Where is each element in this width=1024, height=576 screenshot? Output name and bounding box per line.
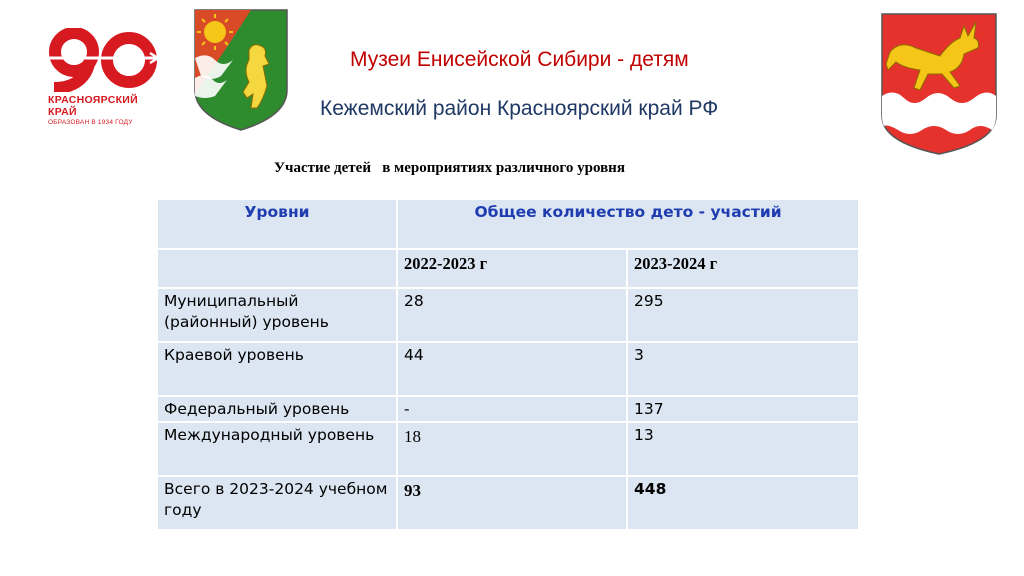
total-label: Всего в 2023-2024 учебном году xyxy=(157,476,397,530)
total-2022-2023: 93 xyxy=(397,476,627,530)
district-coat-of-arms-icon xyxy=(193,8,289,132)
value-2022-2023: - xyxy=(397,396,627,422)
logo-text-line1: КРАСНОЯРСКИЙ xyxy=(48,94,138,106)
table-row xyxy=(157,342,859,396)
logo-text-line2: КРАЙ xyxy=(48,106,77,118)
value-2023-2024: 13 xyxy=(627,422,859,476)
table-header-row xyxy=(157,199,859,249)
table-total-row xyxy=(157,476,859,530)
logo-text-line3: ОБРАЗОВАН В 1934 ГОДУ xyxy=(48,119,133,126)
value-2022-2023: 28 xyxy=(397,288,627,342)
level-label: Международный уровень xyxy=(157,422,397,476)
level-label: Муниципальный (районный) уровень xyxy=(157,288,397,342)
total-2023-2024: 448 xyxy=(627,476,859,530)
anniversary-logo xyxy=(44,28,164,128)
page-title: Музеи Енисейской Сибири - детям xyxy=(350,48,689,71)
level-label: Краевой уровень xyxy=(157,342,397,396)
column-header-total: Общее количество дето - участий xyxy=(397,199,859,249)
column-header-levels: Уровни xyxy=(157,199,397,249)
participation-table xyxy=(156,198,860,531)
year-header-1: 2022-2023 г xyxy=(397,249,627,288)
value-2022-2023: 44 xyxy=(397,342,627,396)
value-2022-2023: 18 xyxy=(397,422,627,476)
value-2023-2024: 295 xyxy=(627,288,859,342)
empty-cell xyxy=(157,249,397,288)
table-row xyxy=(157,422,859,476)
region-title: Кежемский район Красноярский край РФ xyxy=(320,97,719,120)
table-year-row xyxy=(157,249,859,288)
table-row xyxy=(157,288,859,342)
year-header-2: 2023-2024 г xyxy=(627,249,859,288)
table-row xyxy=(157,396,859,422)
level-label: Федеральный уровень xyxy=(157,396,397,422)
value-2023-2024: 3 xyxy=(627,342,859,396)
deer-coat-of-arms-icon xyxy=(880,12,998,156)
value-2023-2024: 137 xyxy=(627,396,859,422)
ninety-logo-icon xyxy=(44,28,164,92)
table-caption: Участие детей в мероприятиях различного уровня xyxy=(274,160,625,176)
